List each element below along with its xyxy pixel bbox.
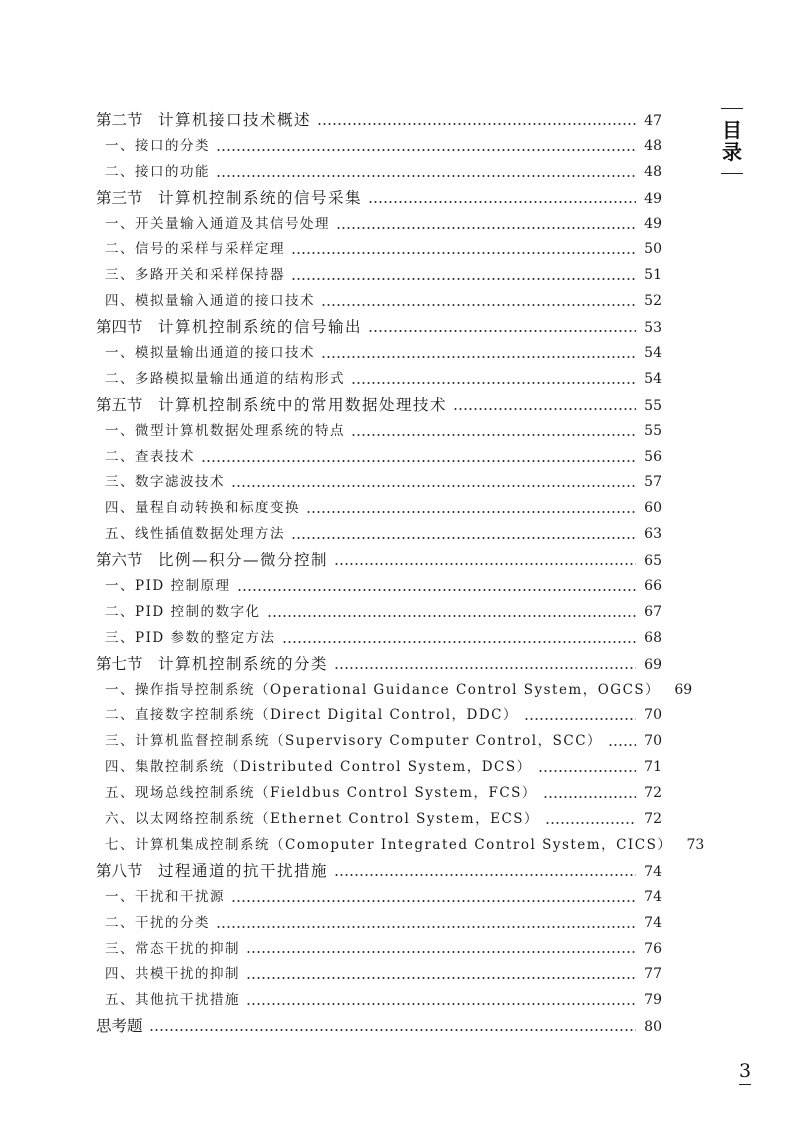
- toc-subsection-entry[interactable]: [96, 988, 662, 1014]
- toc-subsection-entry[interactable]: [96, 755, 662, 781]
- toc-entry-title: 思考题: [96, 1017, 143, 1036]
- toc-entry-title: 比例—积分—微分控制: [158, 551, 329, 570]
- toc-section-entry[interactable]: [96, 186, 662, 212]
- toc-entry-title: 二、多路模拟量输出通道的结构形式: [105, 370, 345, 387]
- toc-page-number: 71: [644, 759, 662, 776]
- toc-subsection-entry[interactable]: [96, 237, 662, 263]
- toc-section-entry[interactable]: [96, 652, 662, 678]
- toc-entry-title: 一、微型计算机数据处理系统的特点: [105, 422, 345, 439]
- toc-entry-title: 二、接口的功能: [105, 163, 210, 180]
- toc-page-number: 60: [644, 500, 662, 517]
- toc-subsection-entry[interactable]: [96, 937, 662, 963]
- toc-subsection-entry[interactable]: [96, 263, 662, 289]
- toc-dot-leader: [334, 667, 636, 669]
- toc-section-number: 第二节: [96, 111, 143, 129]
- toc-entry-title: 三、多路开关和采样保持器: [105, 267, 285, 284]
- toc-dot-leader: [608, 744, 636, 746]
- toc-dot-leader: [317, 123, 636, 125]
- toc-dot-leader: [538, 770, 636, 772]
- toc-page-number: 50: [644, 241, 662, 258]
- toc-page-number: 72: [644, 811, 662, 828]
- toc-entry-title: 计算机控制系统中的常用数据处理技术: [158, 395, 448, 414]
- toc-subsection-entry[interactable]: [96, 729, 662, 755]
- toc-dot-leader: [543, 796, 636, 798]
- toc-page-number: 73: [686, 836, 705, 853]
- toc-entry-title: 计算机控制系统的分类: [158, 654, 329, 673]
- toc-page-number: 47: [644, 113, 662, 129]
- toc-page-number: 69: [674, 681, 693, 698]
- toc-page-number: 55: [644, 422, 662, 439]
- toc-dot-leader: [306, 511, 636, 513]
- toc-dot-leader: [246, 951, 636, 953]
- toc-page-number: 74: [644, 863, 662, 880]
- toc-dot-leader: [246, 977, 636, 979]
- toc-dot-leader: [545, 822, 636, 824]
- toc-entry-title: 二、查表技术: [105, 448, 195, 465]
- toc-dot-leader: [291, 537, 636, 539]
- toc-page-number: 56: [644, 448, 662, 465]
- toc-dot-leader: [201, 460, 636, 462]
- toc-dot-leader: [334, 563, 636, 565]
- toc-page-number: 74: [644, 888, 662, 905]
- toc-entry-title: 一、干扰和干扰源: [105, 888, 225, 905]
- toc-entry-title: 二、干扰的分类: [105, 914, 210, 931]
- toc-dot-leader: [291, 252, 636, 254]
- toc-subsection-entry[interactable]: [96, 445, 662, 471]
- toc-subsection-entry[interactable]: [96, 626, 662, 652]
- toc-subsection-entry[interactable]: [96, 807, 662, 833]
- toc-entry-title: 一、PID 控制原理: [105, 578, 231, 595]
- toc-subsection-entry[interactable]: [96, 833, 705, 859]
- toc-page-number: 79: [644, 992, 662, 1009]
- toc-page-number: 54: [644, 345, 662, 362]
- toc-entry-title: 四、量程自动转换和标度变换: [105, 500, 300, 517]
- toc-subsection-entry[interactable]: [96, 134, 662, 160]
- toc-page-number: 55: [644, 397, 662, 414]
- toc-subsection-entry[interactable]: [96, 496, 662, 522]
- toc-side-label: 目录: [721, 108, 743, 174]
- toc-entry-title: 二、PID 控制的数字化: [105, 603, 261, 620]
- toc-section-number: 第六节: [96, 551, 143, 570]
- toc-page-number: 66: [644, 578, 662, 595]
- toc-section-number: 第八节: [96, 861, 143, 880]
- toc-subsection-entry[interactable]: [96, 419, 662, 445]
- toc-dot-leader: [216, 926, 636, 928]
- toc-entry-title: 三、计算机监督控制系统（Supervisory Computer Control，SCC）: [105, 733, 603, 750]
- toc-entry-title: 五、线性插值数据处理方法: [105, 526, 285, 543]
- toc-page-number: 68: [644, 629, 662, 646]
- toc-dot-leader: [351, 434, 636, 436]
- toc-section-number: 第五节: [96, 395, 143, 414]
- toc-dot-leader: [453, 408, 636, 410]
- toc-dot-leader: [336, 227, 636, 229]
- toc-dot-leader: [216, 149, 636, 151]
- toc-page-number: 54: [644, 370, 662, 387]
- toc-entry-title: 二、直接数字控制系统（Direct Digital Control，DDC）: [105, 707, 518, 724]
- toc-entry-title: 三、常态干扰的抑制: [105, 940, 240, 957]
- toc-subsection-entry[interactable]: [96, 911, 662, 937]
- toc-subsection-entry[interactable]: [96, 212, 662, 238]
- toc-page-number: 48: [644, 163, 662, 180]
- toc-page-number: 77: [644, 966, 662, 983]
- toc-subsection-entry[interactable]: [96, 703, 662, 729]
- toc-section-number: 第三节: [96, 188, 143, 207]
- table-of-contents: [96, 108, 705, 1040]
- toc-page-number: 49: [644, 190, 662, 207]
- toc-page-number: 74: [644, 914, 662, 931]
- toc-dot-leader: [267, 615, 636, 617]
- toc-page-number: 70: [644, 733, 662, 750]
- toc-entry-title: 一、操作指导控制系统（Operational Guidance Control System，OGCS）: [105, 681, 661, 698]
- toc-subsection-entry[interactable]: [96, 289, 662, 315]
- toc-entry-title: 二、信号的采样与采样定理: [105, 241, 285, 258]
- page-number: 3: [739, 1060, 751, 1085]
- toc-section-entry[interactable]: [96, 548, 662, 574]
- toc-dot-leader: [246, 1003, 636, 1005]
- toc-section-entry[interactable]: [96, 859, 662, 885]
- toc-subsection-entry[interactable]: [96, 470, 662, 496]
- toc-subsection-entry[interactable]: [96, 367, 662, 393]
- toc-page-number: 48: [644, 137, 662, 154]
- toc-subsection-entry[interactable]: [96, 160, 662, 186]
- toc-entry-title: 三、数字滤波技术: [105, 474, 225, 491]
- toc-subsection-entry[interactable]: [96, 678, 693, 704]
- toc-section-number: 第四节: [96, 318, 143, 337]
- toc-entry-title: 四、共模干扰的抑制: [105, 966, 240, 983]
- toc-dot-leader: [368, 330, 636, 332]
- toc-dot-leader: [231, 485, 636, 487]
- toc-subsection-entry[interactable]: [96, 522, 662, 548]
- toc-subsection-entry[interactable]: [96, 341, 662, 367]
- toc-page-number: 51: [644, 267, 662, 284]
- toc-subsection-entry[interactable]: [96, 781, 662, 807]
- toc-entry-title: 四、模拟量输入通道的接口技术: [105, 293, 315, 310]
- toc-entry-title: 六、以太网络控制系统（Ethernet Control System，ECS）: [105, 811, 540, 828]
- toc-page-number: 76: [644, 940, 662, 957]
- toc-entry-title: 一、接口的分类: [105, 137, 210, 154]
- toc-page-number: 52: [644, 293, 662, 310]
- toc-entry-title: 计算机控制系统的信号输出: [158, 318, 363, 337]
- toc-section-entry[interactable]: [96, 315, 662, 341]
- toc-entry-title: 七、计算机集成控制系统（Comoputer Integrated Control System，CICS）: [105, 836, 673, 853]
- toc-entry-title: 一、开关量输入通道及其信号处理: [105, 215, 330, 232]
- toc-dot-leader: [237, 589, 636, 591]
- toc-entry-questions[interactable]: [96, 1014, 662, 1040]
- toc-dot-leader: [334, 874, 636, 876]
- toc-page-number: 67: [644, 603, 662, 620]
- toc-subsection-entry[interactable]: [96, 600, 662, 626]
- toc-dot-leader: [291, 278, 636, 280]
- toc-page-number: 80: [644, 1019, 662, 1036]
- toc-dot-leader: [351, 382, 636, 384]
- toc-dot-leader: [321, 304, 636, 306]
- toc-dot-leader: [216, 175, 636, 177]
- toc-subsection-entry[interactable]: [96, 574, 662, 600]
- toc-page-number: 69: [644, 656, 662, 673]
- toc-entry-title: 一、模拟量输出通道的接口技术: [105, 345, 315, 362]
- toc-entry-title: 五、现场总线控制系统（Fieldbus Control System，FCS）: [105, 785, 537, 802]
- toc-entry-title: 四、集散控制系统（Distributed Control System，DCS）: [105, 759, 532, 776]
- toc-entry-title: 过程通道的抗干扰措施: [158, 861, 329, 880]
- toc-dot-leader: [231, 900, 636, 902]
- toc-entry-title: 五、其他抗干扰措施: [105, 992, 240, 1009]
- toc-section-entry[interactable]: [96, 393, 662, 419]
- toc-entry-title: 三、PID 参数的整定方法: [105, 629, 276, 646]
- toc-subsection-entry[interactable]: [96, 962, 662, 988]
- toc-page-number: 63: [644, 526, 662, 543]
- toc-section-entry[interactable]: [96, 108, 662, 134]
- toc-dot-leader: [524, 718, 636, 720]
- toc-page-number: 49: [644, 215, 662, 232]
- toc-entry-title: 计算机控制系统的信号采集: [158, 188, 363, 207]
- toc-page-number: 65: [644, 553, 662, 570]
- toc-dot-leader: [368, 201, 636, 203]
- toc-dot-leader: [282, 641, 636, 643]
- toc-page-number: 57: [644, 474, 662, 491]
- toc-entry-title: 计算机接口技术概述: [158, 111, 312, 129]
- toc-page-number: 72: [644, 785, 662, 802]
- toc-dot-leader: [321, 356, 636, 358]
- toc-page-number: 53: [644, 320, 662, 337]
- toc-subsection-entry[interactable]: [96, 885, 662, 911]
- toc-page-number: 70: [644, 707, 662, 724]
- toc-dot-leader: [149, 1029, 636, 1031]
- toc-section-number: 第七节: [96, 654, 143, 673]
